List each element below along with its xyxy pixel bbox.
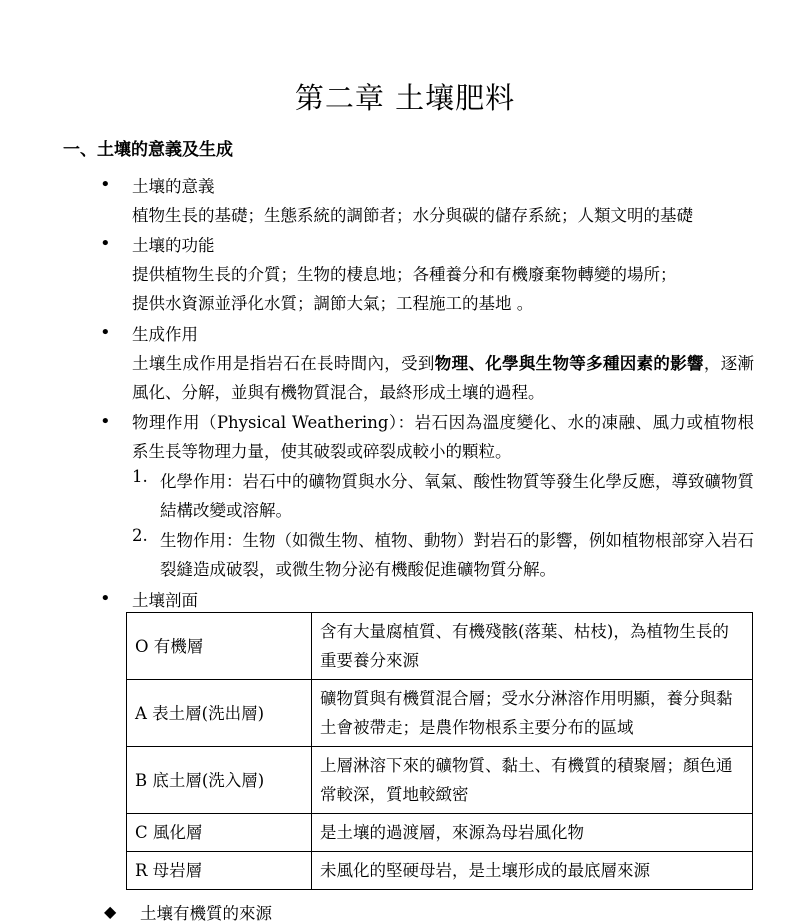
organic-label: 土壤有機質的來源 [140,904,272,923]
numbered-text-1: 化學作用：岩石中的礦物質與水分、氧氣、酸性物質等發生化學反應，導致礦物質結構改變或溶解。 [160,472,754,520]
meaning-text: 植物生長的基礎；生態系統的調節者；水分與碳的儲存系統；人類文明的基礎 [132,206,693,225]
formation-text-bold: 物理、化學與生物等多種因素的影響 [434,354,704,373]
numbered-marker-2: 2. [132,526,148,545]
layer-name-cell: B 底土層(洗入層) [127,747,312,814]
formation-text-before: 土壤生成作用是指岩石在長時間內，受到 [132,354,435,373]
layer-name-cell: C 風化層 [127,814,312,852]
table-row [127,814,753,852]
numbered-marker-1: 1. [132,467,148,486]
function-text-line2: 提供水資源並淨化水質；調節大氣；工程施工的基地 。 [132,294,534,313]
table-row [127,747,753,814]
diamond-bullet-icon: ◆ [104,902,117,921]
formation-label: 生成作用 [132,325,198,344]
function-label: 土壤的功能 [132,236,215,255]
soil-profile-table [126,612,753,890]
section-heading: 一、土壤的意義及生成 [63,140,233,160]
layer-desc-cell: 上層淋溶下來的礦物質、黏土、有機質的積聚層；顏色通常較深，質地較緻密 [312,747,753,814]
meaning-label: 土壤的意義 [132,177,215,196]
layer-desc-cell: 含有大量腐植質、有機殘骸(落葉、枯枝)，為植物生長的重要養分來源 [312,613,753,680]
table-row [127,613,753,680]
page-title: 第二章 土壤肥料 [294,81,516,115]
table-row [127,680,753,747]
layer-desc-cell: 礦物質與有機質混合層；受水分淋溶作用明顯，養分與黏土會被帶走；是農作物根系主要分布的區域 [312,680,753,747]
layer-desc-cell: 是土壤的過渡層，來源為母岩風化物 [312,814,753,852]
layer-name-cell: O 有機層 [127,613,312,680]
bullet-icon: • [100,411,111,432]
layer-name-cell: R 母岩層 [127,852,312,890]
bullet-icon: • [100,233,111,254]
table-row [127,852,753,890]
bullet-icon: • [100,174,111,195]
formation-text [132,349,754,407]
profile-label: 土壤剖面 [132,591,198,610]
layer-desc-cell: 未風化的堅硬母岩，是土壤形成的最底層來源 [312,852,753,890]
bullet-icon: • [100,322,111,343]
numbered-text-2: 生物作用：生物（如微生物、植物、動物）對岩石的影響，例如植物根部穿入岩石裂縫造成破裂，或微生物分泌有機酸促進礦物質分解。 [160,531,754,579]
formation-text-after: ，逐漸風化、分解，並與有機物質混合，最終形成土壤的過程。 [132,354,755,402]
physical-text: 物理作用（Physical Weathering）：岩石因為溫度變化、水的凍融、風力或植物根系生長等物理力量，使其破裂或碎裂成較小的顆粒。 [132,413,754,461]
bullet-icon: • [100,588,111,609]
layer-name-cell: A 表土層(洗出層) [127,680,312,747]
function-text-line1: 提供植物生長的介質；生物的棲息地；各種養分和有機廢棄物轉變的場所； [132,265,677,284]
